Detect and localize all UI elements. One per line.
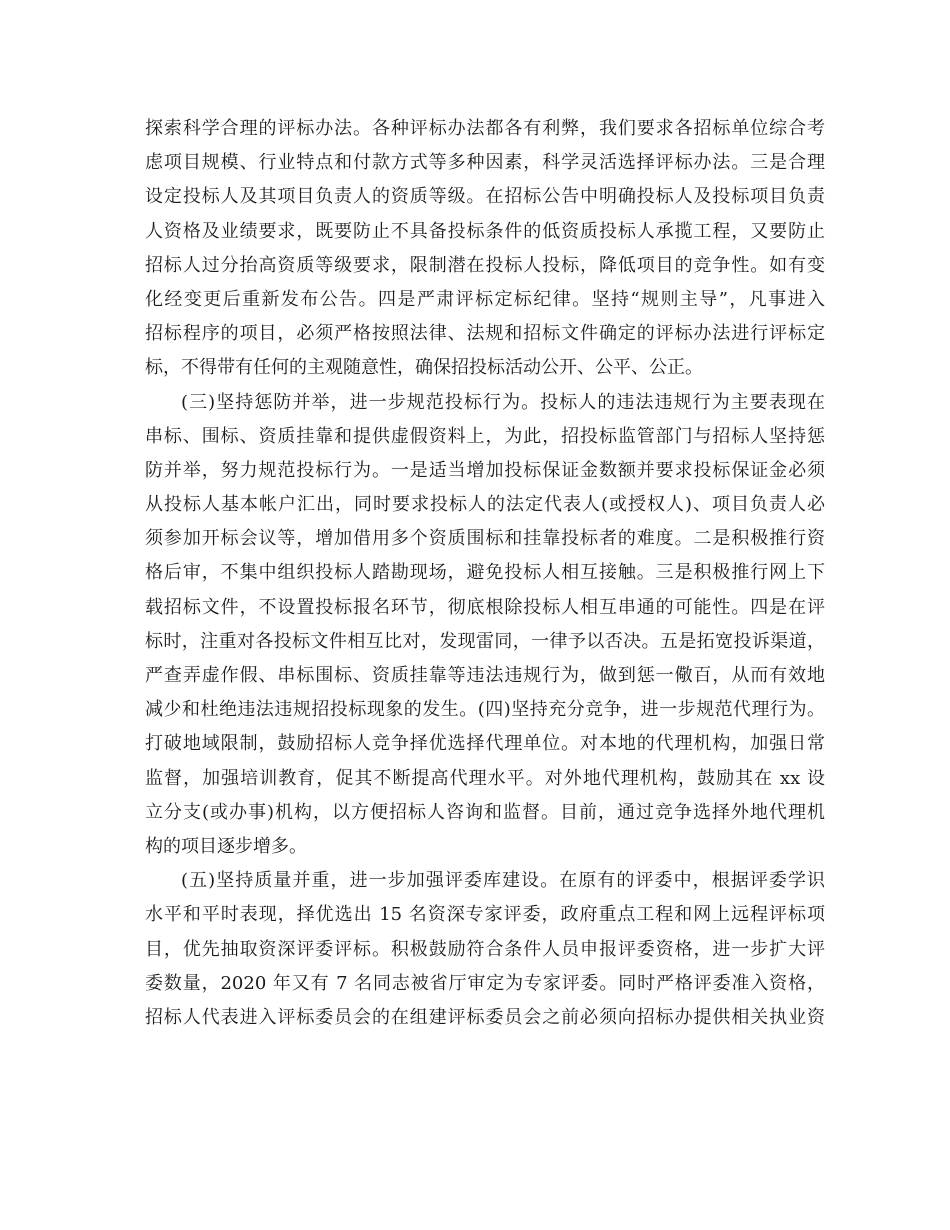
paragraph-first-line: (五)坚持质量并重，进一步加强评委库建设。在原有的评委中，根据评委学识 (181, 870, 825, 892)
text-line: 招标人代表进入评标委员会的在组建评标委员会之前必须向招标办提供相关执业资 (145, 1006, 825, 1028)
text-line: 招标人过分抬高资质等级要求，限制潜在投标人投标，降低项目的竞争性。如有变 (145, 254, 825, 276)
text-line: 标时，注重对各投标文件相互比对，发现雷同，一律予以否决。五是拓宽投诉渠道， (145, 630, 825, 652)
text-line: 立分支(或办事)机构，以方便招标人咨询和监督。目前，通过竞争选择外地代理机 (145, 801, 825, 823)
text-line: 构的项目逐步增多。 (145, 835, 307, 857)
paragraph-first-line: (三)坚持惩防并举，进一步规范投标行为。投标人的违法违规行为主要表现在 (181, 391, 825, 413)
text-line: 格后审，不集中组织投标人踏勘现场，避免投标人相互接触。三是积极推行网上下 (145, 562, 825, 584)
text-line: 须参加开标会议等，增加借用多个资质围标和挂靠投标者的难度。二是积极推行资 (145, 528, 825, 550)
text-line: 标，不得带有任何的主观随意性，确保招投标活动公开、公平、公正。 (145, 357, 703, 379)
text-line: 水平和平时表现，择优选出 15 名资深专家评委，政府重点工程和网上远程评标项 (145, 904, 825, 926)
text-line: 串标、围标、资质挂靠和提供虚假资料上，为此，招投标监管部门与招标人坚持惩 (145, 425, 825, 447)
text-line: 委数量，2020 年又有 7 名同志被省厅审定为专家评委。同时严格评委准入资格， (145, 972, 825, 994)
text-line: 探索科学合理的评标办法。各种评标办法都各有利弊，我们要求各招标单位综合考 (145, 118, 825, 139)
body-text (145, 112, 825, 1035)
text-line: 载招标文件，不设置投标报名环节，彻底根除投标人相互串通的可能性。四是在评 (145, 596, 825, 618)
text-line: 从投标人基本帐户汇出，同时要求投标人的法定代表人(或授权人)、项目负责人必 (145, 494, 825, 516)
text-line: 严查弄虚作假、串标围标、资质挂靠等违法违规行为，做到惩一儆百，从而有效地 (145, 665, 825, 686)
text-line: 虑项目规模、行业特点和付款方式等多种因素，科学灵活选择评标办法。三是合理 (145, 152, 825, 174)
text-line: 人资格及业绩要求，既要防止不具备投标条件的低资质投标人承揽工程，又要防止 (145, 220, 825, 242)
text-line: 设定投标人及其项目负责人的资质等级。在招标公告中明确投标人及投标项目负责 (145, 186, 825, 208)
text-line: 招标程序的项目，必须严格按照法律、法规和招标文件确定的评标办法进行评标定 (145, 323, 825, 345)
text-line: 打破地域限制，鼓励招标人竞争择优选择代理单位。对本地的代理机构，加强日常 (145, 733, 825, 755)
text-line: 化经变更后重新发布公告。四是严肃评标定标纪律。坚持“规则主导”，凡事进入 (145, 288, 825, 310)
text-line: 目，优先抽取资深评委评标。积极鼓励符合条件人员申报评委资格，进一步扩大评 (145, 938, 825, 960)
text-line: 监督，加强培训教育，促其不断提高代理水平。对外地代理机构，鼓励其在 xx 设 (145, 767, 825, 789)
text-line: 防并举，努力规范投标行为。一是适当增加投标保证金数额并要求投标保证金必须 (145, 459, 825, 481)
text-line: 减少和杜绝违法违规招投标现象的发生。(四)坚持充分竞争，进一步规范代理行为。 (145, 699, 825, 721)
